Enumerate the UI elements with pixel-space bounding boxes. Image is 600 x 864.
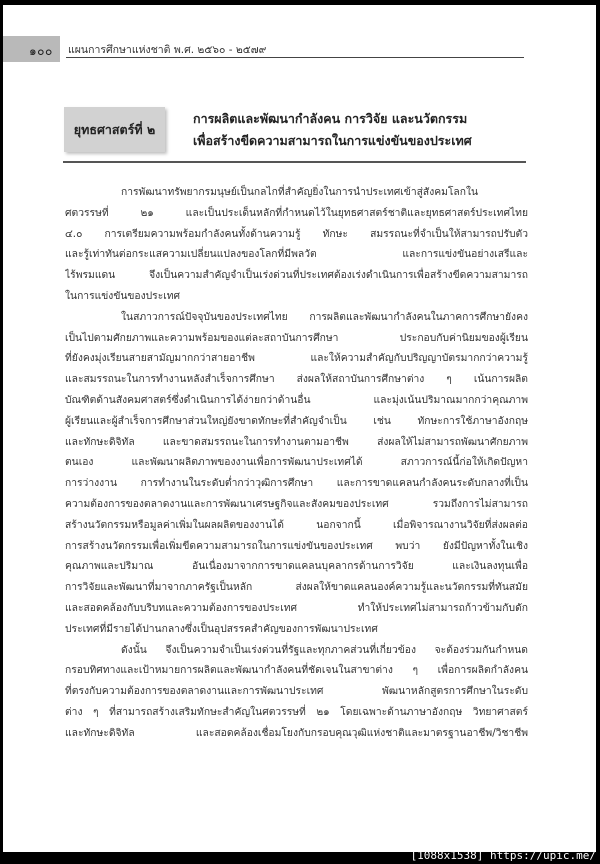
body-line: และสอดคล้องกับบริบทและความต้องการของประเทศ ทำให้ประเทศไม่สามารถก้าวข้ามกับดัก	[65, 601, 528, 614]
body-line: การสร้างนวัตกรรมเพื่อเพิ่มขีดความสามารถในการแข่งขันของประเทศ พบว่า ยังมีปัญหาทั้งในเชิง	[65, 539, 528, 552]
body-line: เป็นไปตามศักยภาพและความพร้อมของแต่ละสถาบันการศึกษา ประกอบกับค่านิยมของผู้เรียน	[65, 331, 528, 344]
body-line: สร้างนวัตกรรมหรือมูลค่าเพิ่มในผลผลิตของงานได้ นอกจากนี้ เมื่อพิจารณางานวิจัยที่ส่งผลต่อ	[65, 518, 528, 531]
body-line: และสมรรถนะในการทำงานหลังสำเร็จการศึกษา ส่งผลให้สถาบันการศึกษาต่าง ๆ เน้นการผลิต	[65, 373, 528, 386]
body-line: ตนเอง และพัฒนาผลิตภาพของงานเพื่อการพัฒนาประเทศได้ สภาวการณ์นี้ก่อให้เกิดปัญหา	[65, 456, 528, 469]
running-header-title: แผนการศึกษาแห่งชาติ พ.ศ. ๒๕๖๐ - ๒๕๗๙	[68, 44, 267, 56]
body-line: และทักษะดิจิทัล และสอดคล้องเชื่อมโยงกับกรอบคุณวุฒิแห่งชาติและมาตรฐานอาชีพ/วิชาชีพ	[65, 726, 528, 739]
section-divider	[63, 161, 526, 163]
body-text	[65, 182, 528, 744]
body-line: การพัฒนาทรัพยากรมนุษย์เป็นกลไกที่สำคัญยิ่งในการนำประเทศเข้าสู่สังคมโลกใน	[121, 186, 479, 198]
strategy-label-box	[64, 107, 165, 152]
body-line: และทักษะดิจิทัล และขาดสมรรถนะในการทำงานตามอาชีพ ส่งผลให้ไม่สามารถพัฒนาศักยภาพ	[65, 435, 528, 448]
body-line: ไร้พรมแดน จึงเป็นความสำคัญจำเป็นเร่งด่วนที่ประเทศต้องเร่งดำเนินการเพื่อสร้างขีดความสามารถ	[65, 269, 528, 282]
body-line: ศตวรรษที่ ๒๑ และเป็นประเด็นหลักที่กำหนดไว้ในยุทธศาสตร์ชาติและยุทธศาสตร์ประเทศไทย	[65, 206, 528, 219]
strategy-title-line: เพื่อสร้างขีดความสามารถในการแข่งขันของประเทศ	[193, 133, 472, 148]
body-line: ประเทศที่มีรายได้ปานกลางซึ่งเป็นอุปสรรคสำคัญของการพัฒนาประเทศ	[65, 622, 378, 635]
body-line: บัณฑิตด้านสังคมศาสตร์ซึ่งดำเนินการได้ง่ายกว่าด้านอื่น และมุ่งเน้นปริมาณมากกว่าคุณภาพ	[65, 393, 528, 406]
body-line: ดังนั้น จึงเป็นความจำเป็นเร่งด่วนที่รัฐและทุกภาคส่วนที่เกี่ยวข้อง จะต้องร่วมกันกำหนด	[121, 643, 528, 656]
body-line: กรอบทิศทางและเป้าหมายการผลิตและพัฒนากำลังคนที่ชัดเจนในสาขาต่าง ๆ เพื่อการผลิตกำลังคน	[65, 664, 528, 677]
body-line: คุณภาพและปริมาณ อันเนื่องมาจากการขาดแคลนบุคลากรด้านการวิจัย และเงินลงทุนเพื่อ	[65, 560, 528, 573]
body-line: ต่าง ๆ ที่สามารถสร้างเสริมทักษะสำคัญในศตวรรษที่ ๒๑ โดยเฉพาะด้านภาษาอังกฤษ วิทยาศาสตร์	[65, 705, 528, 718]
image-watermark: [1088x1538] https://upic.me/	[410, 849, 596, 862]
body-line: การว่างงาน การทำงานในระดับต่ำกว่าวุฒิการศึกษา และการขาดแคลนกำลังคนระดับกลางที่เป็น	[65, 477, 528, 490]
body-line: ที่ยังคงมุ่งเรียนสายสามัญมากกว่าสายอาชีพ และให้ความสำคัญกับปริญญาบัตรมากกว่าความรู้	[65, 352, 528, 365]
body-line: ในสภาวการณ์ปัจจุบันของประเทศไทย การผลิตและพัฒนากำลังคนในภาคการศึกษายังคง	[121, 310, 528, 323]
strategy-label: ยุทธศาสตร์ที่ ๒	[73, 121, 156, 137]
body-line: การวิจัยและพัฒนาที่มาจากภาครัฐเป็นหลัก ส่งผลให้ขาดแคลนองค์ความรู้และนวัตกรรมที่ทันสมัย	[65, 581, 528, 594]
strategy-title	[193, 108, 533, 152]
body-line: ที่ตรงกับความต้องการของตลาดงานและการพัฒนาประเทศ พัฒนาหลักสูตรการศึกษาในระดับ	[65, 685, 528, 698]
body-line: ความต้องการของตลาดงานและการพัฒนาเศรษฐกิจและสังคมของประเทศ รวมถึงการไม่สามารถ	[65, 497, 528, 510]
body-line: ๔.๐ การเตรียมความพร้อมกำลังคนทั้งด้านความรู้ ทักษะ สมรรถนะที่จำเป็นให้สามารถปรับตัว	[65, 227, 528, 240]
body-line: ในการแข่งขันของประเทศ	[65, 289, 181, 302]
page-number: ๑๐๐	[29, 44, 53, 58]
body-line: ผู้เรียนและผู้สำเร็จการศึกษาส่วนใหญ่ยังขาดทักษะที่สำคัญจำเป็น เช่น ทักษะการใช้ภาษาอังกฤษ	[65, 414, 528, 427]
body-line: และรู้เท่าทันต่อกระแสความเปลี่ยนแปลงของโลกที่มีพลวัต และการแข่งขันอย่างเสรีและ	[65, 248, 528, 261]
strategy-title-line: การผลิตและพัฒนากำลังคน การวิจัย และนวัตกรรม	[193, 111, 468, 126]
document-page	[3, 5, 596, 852]
running-header-rule	[66, 57, 524, 58]
